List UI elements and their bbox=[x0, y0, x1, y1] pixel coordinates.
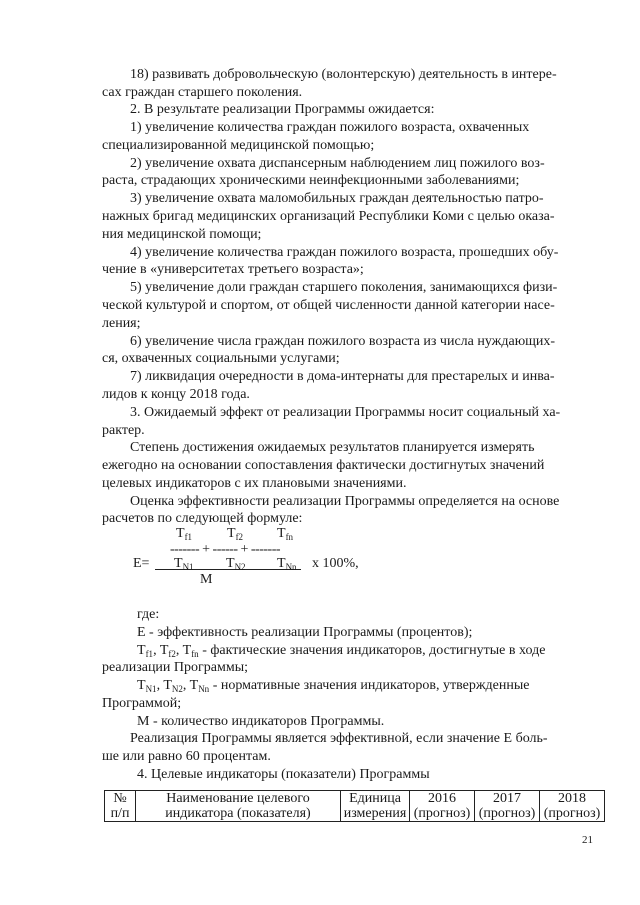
result2-line2: раста, страдающих хроническими неинфекционными заболеваниями; bbox=[102, 173, 520, 188]
formula-times-100: x 100%, bbox=[312, 556, 359, 571]
page-number: 21 bbox=[582, 834, 593, 846]
m-definition: M - количество индикаторов Программы. bbox=[137, 714, 385, 729]
indicators-table bbox=[104, 790, 605, 822]
formula-m: M bbox=[200, 572, 213, 587]
item18-line2: сах граждан старшего поколения. bbox=[102, 85, 303, 100]
result3-line2: нажных бригад медицинских организаций Республики Коми с целью оказа- bbox=[102, 209, 555, 224]
para3-line1: 3. Ожидаемый эффект от реализации Программы носит социальный ха- bbox=[130, 405, 561, 420]
formula-tf2: $T_{f2}$ bbox=[227, 526, 244, 542]
col-2016-header: 2016 (прогноз) bbox=[410, 791, 475, 822]
para3-line2: рактер. bbox=[102, 423, 145, 438]
degree-line2: ежегодно на основании сопоставления фактически достигнутых значений bbox=[102, 458, 545, 473]
where-label: где: bbox=[137, 607, 160, 622]
evaluation-line1: Оценка эффективности реализации Программы определяется на основе bbox=[130, 494, 560, 509]
col-name-header: Наименование целевого индикатора (показателя) bbox=[136, 791, 341, 822]
col-2017-header: 2017 (прогноз) bbox=[475, 791, 540, 822]
result5-line3: ления; bbox=[102, 316, 141, 331]
col-2018-header: 2018 (прогноз) bbox=[540, 791, 605, 822]
result5-line2: ческой культурой и спортом, от общей численности данной категории насе- bbox=[102, 298, 555, 313]
col-number-header: № п/п bbox=[105, 791, 136, 822]
formula-tfn: $T_{fn}$ bbox=[277, 526, 294, 542]
result6-line2: ся, охваченных социальными услугами; bbox=[102, 351, 340, 366]
result3-line1: 3) увеличение охвата маломобильных граждан деятельностью патро- bbox=[130, 191, 544, 206]
degree-line1: Степень достижения ожидаемых результатов планируется измерять bbox=[130, 440, 535, 455]
result4-line1: 4) увеличение количества граждан пожилого возраста, прошедших обу- bbox=[130, 245, 559, 260]
tf-definition-line2: реализации Программы; bbox=[102, 660, 249, 675]
result1-line2: специализированной медицинской помощью; bbox=[102, 138, 375, 153]
col-unit-header: Единица измерения bbox=[341, 791, 410, 822]
formula-tn1: $T_{N1}$ bbox=[174, 556, 194, 572]
formula-dashes: ------- + ------ + ------- bbox=[170, 542, 281, 557]
result7-line2: лидов к концу 2018 года. bbox=[102, 387, 250, 402]
degree-line3: целевых индикаторов с их плановыми значениями. bbox=[102, 476, 407, 491]
tn-definition-line2: Программой; bbox=[102, 696, 182, 711]
tn-definition-line1: $T_{N1}$, $T_{N2}$, $T_{Nn}$ - нормативные значения индикаторов, утвержденные bbox=[137, 678, 530, 694]
table-header-row bbox=[105, 791, 605, 822]
evaluation-line2: расчетов по следующей формуле: bbox=[102, 511, 303, 526]
conclusion-line1: Реализация Программы является эффективной, если значение E боль- bbox=[130, 731, 548, 746]
result2-line1: 2) увеличение охвата диспансерным наблюдением лиц пожилого воз- bbox=[130, 156, 545, 171]
formula-tf1: $T_{f1}$ bbox=[176, 526, 193, 542]
result7-line1: 7) ликвидация очередности в дома-интернаты для престарелых и инва- bbox=[130, 369, 555, 384]
result4-line2: чение в «университетах третьего возраста»; bbox=[102, 262, 364, 277]
section4-heading: 4. Целевые индикаторы (показатели) Программы bbox=[137, 767, 430, 782]
conclusion-line2: ше или равно 60 процентам. bbox=[102, 749, 271, 764]
formula-tn2: $T_{N2}$ bbox=[226, 556, 246, 572]
result1-line1: 1) увеличение количества граждан пожилого возраста, охваченных bbox=[130, 120, 530, 135]
tf-definition-line1: $T_{f1}$, $T_{f2}$, $T_{fn}$ - фактические значения индикаторов, достигнутые в ходе bbox=[137, 643, 546, 659]
formula-e-label: E= bbox=[133, 556, 150, 571]
result6-line1: 6) увеличение числа граждан пожилого возраста из числа нуждающих- bbox=[130, 334, 556, 349]
item18-line1: 18) развивать добровольческую (волонтерскую) деятельность в интере- bbox=[130, 67, 557, 82]
e-definition: E - эффективность реализации Программы (процентов); bbox=[137, 625, 473, 640]
result3-line3: ния медицинской помощи; bbox=[102, 227, 262, 242]
formula-tnn: $T_{Nn}$ bbox=[277, 556, 297, 572]
para2-heading: 2. В результате реализации Программы ожидается: bbox=[130, 102, 435, 117]
result5-line1: 5) увеличение доли граждан старшего поколения, занимающихся физи- bbox=[130, 280, 558, 295]
